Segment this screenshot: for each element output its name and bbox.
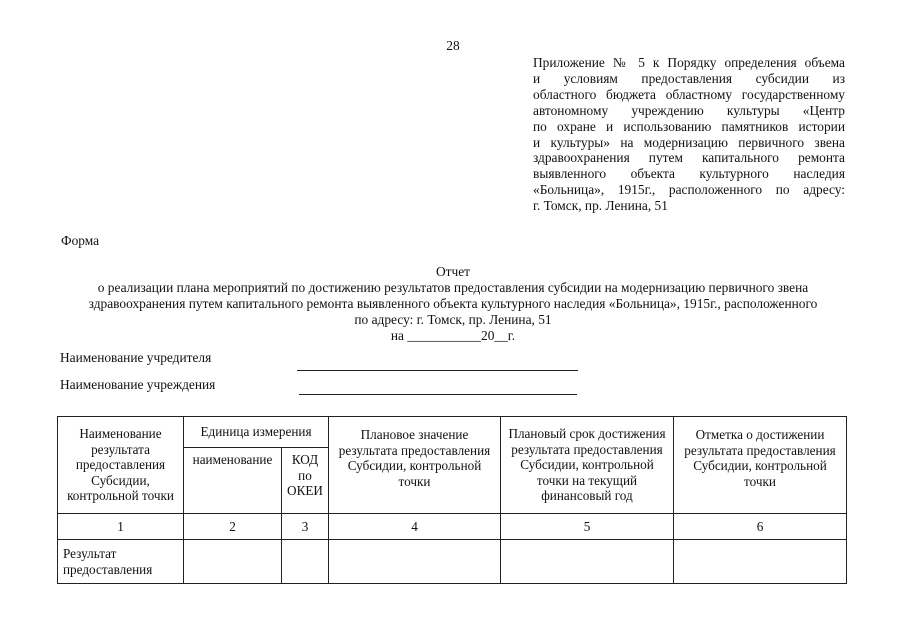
appendix-line: областного бюджета областному государственному: [533, 86, 845, 102]
appendix-note: [533, 55, 845, 214]
cell-unit-name[interactable]: [184, 540, 282, 584]
column-number: 3: [282, 514, 329, 540]
cell-unit-code[interactable]: [282, 540, 329, 584]
appendix-line: и условиям предоставления субсидии из: [533, 70, 845, 86]
appendix-line: здравоохранения путем капитального ремонта: [533, 150, 845, 166]
header-unit: Единица измерения: [184, 417, 329, 448]
institution-field-line[interactable]: [299, 394, 577, 395]
report-title-block: [60, 264, 846, 344]
column-number: 1: [58, 514, 184, 540]
column-number: 5: [501, 514, 674, 540]
header-planned-value: Плановое значение результата предоставления Субсидии, контрольной точки: [329, 417, 501, 514]
report-table: [57, 416, 847, 584]
appendix-line: «Больница», 1915г., расположенного по адресу:: [533, 182, 845, 198]
appendix-line: автономному учреждению культуры «Центр: [533, 102, 845, 118]
header-unit-name: наименование: [184, 448, 282, 514]
appendix-line: выявленного объекта культурного наследия: [533, 166, 845, 182]
column-number: 4: [329, 514, 501, 540]
appendix-line: по охране и использованию памятников истории: [533, 118, 845, 134]
appendix-line: г. Томск, пр. Ленина, 51: [533, 198, 668, 214]
column-number: 6: [674, 514, 847, 540]
report-subtitle-line: по адресу: г. Томск, пр. Ленина, 51: [354, 312, 552, 327]
header-planned-deadline: Плановый срок достижения результата предоставления Субсидии, контрольной точки на текущий финансовый год: [501, 417, 674, 514]
report-title: Отчет: [435, 264, 471, 279]
column-number: 2: [184, 514, 282, 540]
page-number: 28: [446, 38, 460, 53]
table-row: [58, 540, 847, 584]
cell-planned-value[interactable]: [329, 540, 501, 584]
founder-label: Наименование учредителя: [60, 350, 212, 365]
form-label: Форма: [61, 233, 100, 248]
institution-label: Наименование учреждения: [60, 377, 216, 392]
cell-result: Результат предоставления: [58, 540, 184, 584]
header-achievement-mark: Отметка о достижении результата предоставления Субсидии, контрольной точки: [674, 417, 847, 514]
header-unit-code: КОД по ОКЕИ: [282, 448, 329, 514]
appendix-line: и культуры» на модернизацию первичного звена: [533, 134, 845, 150]
report-subtitle-line: о реализации плана мероприятий по достижению результатов предоставления субсидии на модернизацию первичного звена: [97, 280, 809, 295]
cell-planned-deadline[interactable]: [501, 540, 674, 584]
report-subtitle-line: здравоохранения путем капитального ремонта выявленного объекта культурного наследия «Больница», 1915г., расположенного: [88, 296, 818, 311]
header-result-name: Наименование результата предоставления Субсидии, контрольной точки: [58, 417, 184, 514]
cell-achievement-mark[interactable]: [674, 540, 847, 584]
report-period-line: на ___________20__г.: [390, 328, 516, 343]
appendix-line: Приложение № 5 к Порядку определения объема: [533, 55, 845, 70]
founder-field-line[interactable]: [297, 370, 578, 371]
